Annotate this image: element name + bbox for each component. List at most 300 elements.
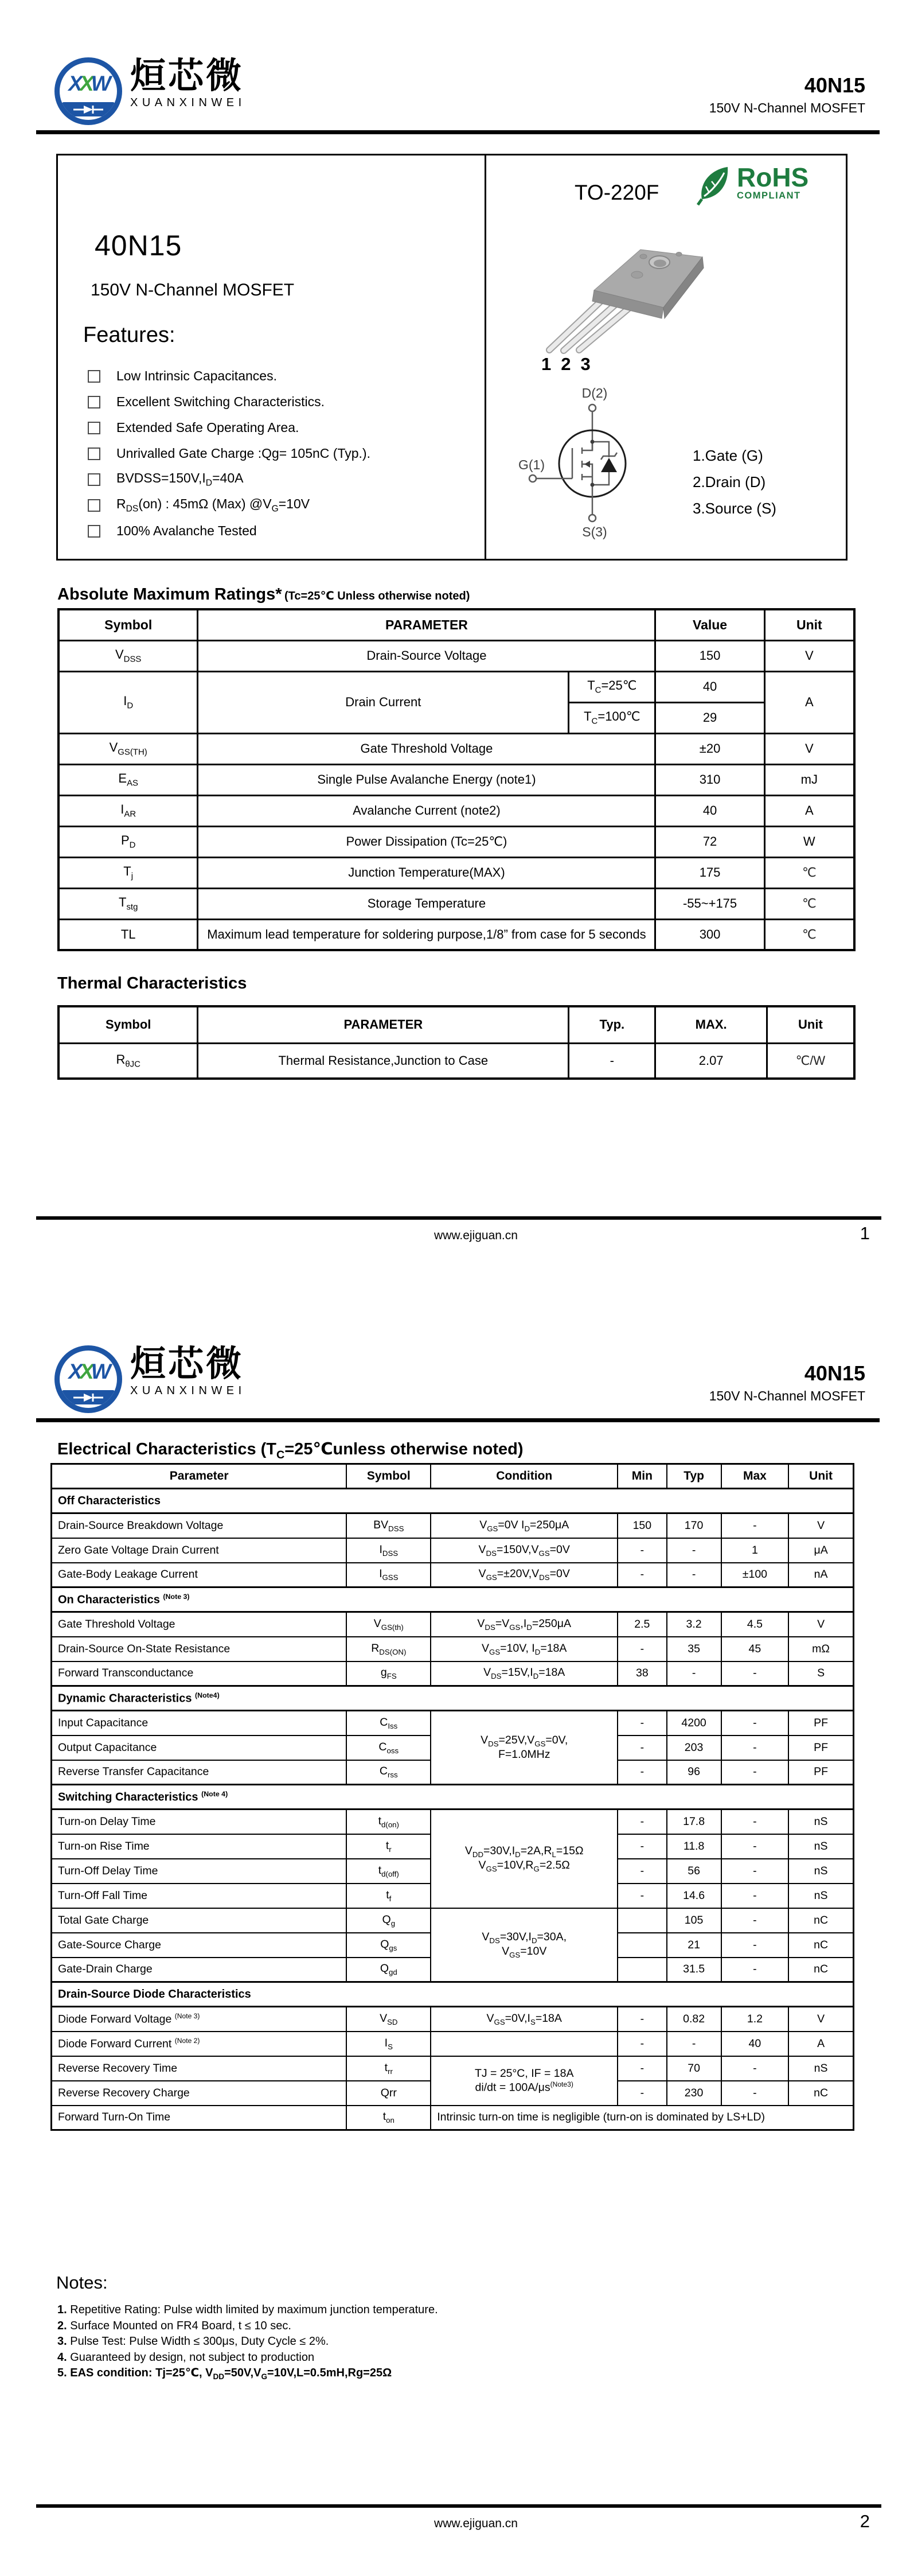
section-row xyxy=(52,1587,854,1612)
table-cell: - xyxy=(618,1859,666,1884)
table-cell: Maximum lead temperature for soldering purpose,1/8” from case for 5 seconds xyxy=(198,919,655,950)
table-cell: - xyxy=(721,1661,789,1686)
table-cell: ℃ xyxy=(764,857,854,888)
note-item: 2. Surface Mounted on FR4 Board, t ≤ 10 sec. xyxy=(57,2319,291,2332)
table-cell: - xyxy=(618,2056,666,2081)
table-cell: $t_{on}$ xyxy=(346,2106,431,2130)
column-header: Min xyxy=(618,1464,666,1489)
feature-text: Extended Safe Operating Area. xyxy=(116,420,299,435)
table-cell: A xyxy=(764,671,854,733)
table-cell: ±100 xyxy=(721,1563,789,1587)
section-header: Drain-Source Diode Characteristics xyxy=(52,1982,854,2007)
feature-item xyxy=(88,498,370,512)
table-cell: ℃ xyxy=(764,888,854,919)
source-label: S(3) xyxy=(582,524,607,539)
table-cell: Drain-Source On-State Resistance xyxy=(52,1637,347,1661)
table-cell: Gate Threshold Voltage xyxy=(198,733,655,764)
column-header: Unit xyxy=(764,609,854,640)
table-cell xyxy=(431,2032,618,2056)
table-cell: $t_{d(off)}$ xyxy=(346,1859,431,1884)
table-cell: 72 xyxy=(655,826,764,857)
table-cell: V xyxy=(788,1612,853,1637)
note-item: 3. Pulse Test: Pulse Width ≤ 300μs, Duty Cycle ≤ 2%. xyxy=(57,2335,329,2348)
logo-text xyxy=(130,57,246,110)
table-cell: Power Dissipation (Tc=25℃) xyxy=(198,826,655,857)
feature-item xyxy=(88,395,370,409)
table-cell: ℃/W xyxy=(767,1043,854,1079)
part-subtitle: 150V N-Channel MOSFET xyxy=(709,1388,865,1403)
table-cell: 29 xyxy=(655,702,764,733)
table-cell: $R_{DS(ON)}$ xyxy=(346,1637,431,1661)
rohs-text xyxy=(737,162,809,201)
table-cell: 40 xyxy=(655,671,764,702)
part-subtitle: 150V N-Channel MOSFET xyxy=(709,100,865,115)
table-cell: - xyxy=(721,1958,789,1982)
table-cell: 300 xyxy=(655,919,764,950)
features-list xyxy=(88,369,370,538)
table-cell: Output Capacitance xyxy=(52,1736,347,1760)
table-cell: - xyxy=(618,1884,666,1908)
table-cell: nS xyxy=(788,2056,853,2081)
footer-rule xyxy=(36,2504,881,2508)
table-cell: 150 xyxy=(618,1513,666,1538)
table-cell: W xyxy=(764,826,854,857)
table-cell: -55~+175 xyxy=(655,888,764,919)
column-header: Symbol xyxy=(58,609,198,640)
table-cell: $V_{DSS}$ xyxy=(58,640,198,671)
table-cell: 4.5 xyxy=(721,1612,789,1637)
table-cell: 40 xyxy=(721,2032,789,2056)
table-cell: Thermal Resistance,Junction to Case xyxy=(198,1043,569,1079)
header-part-block xyxy=(709,75,865,116)
table-cell: $I_D$ xyxy=(58,671,198,733)
company-name-en: XUANXINWEI xyxy=(130,96,246,109)
table-cell: Reverse Transfer Capacitance xyxy=(52,1760,347,1785)
table-cell: A xyxy=(764,795,854,826)
table-cell: Diode Forward Current $^{(Note 2)}$ xyxy=(52,2032,347,2056)
table-cell: V xyxy=(788,1513,853,1538)
table-row xyxy=(58,1043,854,1079)
diode-icon xyxy=(62,102,115,116)
table-cell: Intrinsic turn-on time is negligible (turn-on is dominated by LS+LD) xyxy=(431,2106,853,2130)
feature-text: Low Intrinsic Capacitances. xyxy=(116,368,277,383)
table-row xyxy=(58,795,854,826)
table-cell: 0.82 xyxy=(667,2007,721,2032)
table-cell: - xyxy=(721,1760,789,1785)
table-cell: 230 xyxy=(667,2081,721,2106)
table-cell: $V_{DS}=30V,I_D=30A$, $V_{GS}=10V$ xyxy=(431,1908,618,1982)
feature-item xyxy=(88,421,370,435)
table-cell: 170 xyxy=(667,1513,721,1538)
company-name-en: XUANXINWEI xyxy=(130,1384,246,1397)
table-cell xyxy=(618,1958,666,1982)
checkbox-icon xyxy=(88,473,100,486)
section-row xyxy=(52,1785,854,1810)
logo-mark xyxy=(54,57,122,125)
table-row xyxy=(52,1563,854,1587)
table-cell: 1.2 xyxy=(721,2007,789,2032)
table-cell: - xyxy=(618,1736,666,1760)
diode-icon xyxy=(62,1390,115,1404)
table-cell: Input Capacitance xyxy=(52,1711,347,1736)
table-cell: 14.6 xyxy=(667,1884,721,1908)
drain-label: D(2) xyxy=(581,386,608,400)
page-number: 2 xyxy=(860,2511,870,2531)
column-header: Symbol xyxy=(346,1464,431,1489)
table-cell: Forward Turn-On Time xyxy=(52,2106,347,2130)
table-cell: $I_{AR}$ xyxy=(58,795,198,826)
column-header: PARAMETER xyxy=(198,1006,569,1043)
table-cell: PF xyxy=(788,1760,853,1785)
table-cell: Turn-Off Delay Time xyxy=(52,1859,347,1884)
feature-item xyxy=(88,472,370,487)
logo-monogram: XXW xyxy=(68,1360,108,1383)
table-cell: $E_{AS}$ xyxy=(58,764,198,795)
table-cell: $V_{GS}=\pm 20V,V_{DS}=0V$ xyxy=(431,1563,618,1587)
table-cell: nC xyxy=(788,1958,853,1982)
logo-text xyxy=(130,1345,246,1398)
table-cell: nS xyxy=(788,1834,853,1859)
table-cell: - xyxy=(618,2007,666,2032)
section-header: Dynamic Characteristics $^{(Note4)}$ xyxy=(52,1686,854,1711)
product-summary-box xyxy=(56,154,847,561)
notes-list xyxy=(57,2302,438,2385)
table-cell: - xyxy=(667,1661,721,1686)
note-item: 5. EAS condition: Tj=25℃, $V_{DD}=50V,V_G=10V,L=0.5mH,Rg=25\Omega$ xyxy=(57,2367,392,2381)
table-cell: $V_{GS(TH)}$ xyxy=(58,733,198,764)
table-header-row xyxy=(52,1464,854,1489)
feature-item xyxy=(88,369,370,383)
table-cell: - xyxy=(618,1760,666,1785)
pin-description: 3.Source (S) xyxy=(693,500,776,517)
table-cell: 2.5 xyxy=(618,1612,666,1637)
table-cell: Zero Gate Voltage Drain Current xyxy=(52,1538,347,1563)
table-cell: - xyxy=(618,2081,666,2106)
note-item: 4. Guaranteed by design, not subject to production xyxy=(57,2351,315,2364)
table-cell: μA xyxy=(788,1538,853,1563)
table-cell: A xyxy=(788,2032,853,2056)
table-cell: - xyxy=(721,1834,789,1859)
table-cell: TJ = 25°C, IF = 18A $di/dt = 100A/\mu s^{(Note3)}$ xyxy=(431,2056,618,2106)
table-row xyxy=(52,2007,854,2032)
table-header-row xyxy=(58,1006,854,1043)
table-cell: S xyxy=(788,1661,853,1686)
table-cell: $V_{GS}=0V$ $I_D=250\mu A$ xyxy=(431,1513,618,1538)
table-cell: $BV_{DSS}$ xyxy=(346,1513,431,1538)
table-cell: ±20 xyxy=(655,733,764,764)
table-row xyxy=(58,733,854,764)
column-header: Condition xyxy=(431,1464,618,1489)
table-cell: $V_{DS}=25V,V_{GS}=0V$, F=1.0MHz xyxy=(431,1711,618,1785)
column-header: Unit xyxy=(767,1006,854,1043)
table-cell: 150 xyxy=(655,640,764,671)
table-cell: - xyxy=(618,1563,666,1587)
table-cell: TL xyxy=(58,919,198,950)
thermal-title: Thermal Characteristics xyxy=(57,974,247,993)
table-cell: 4200 xyxy=(667,1711,721,1736)
feature-text: 100% Avalanche Tested xyxy=(116,523,257,538)
table-cell: 310 xyxy=(655,764,764,795)
table-cell: $T_C=25℃$ xyxy=(569,671,655,702)
table-cell: 17.8 xyxy=(667,1810,721,1834)
checkbox-icon xyxy=(88,370,100,383)
table-cell: $P_D$ xyxy=(58,826,198,857)
footer-rule xyxy=(36,1216,881,1220)
table-cell: $t_r$ xyxy=(346,1834,431,1859)
table-cell: $I_{GSS}$ xyxy=(346,1563,431,1587)
table-cell: Diode Forward Voltage $^{(Note 3)}$ xyxy=(52,2007,347,2032)
table-cell: nS xyxy=(788,1859,853,1884)
feature-text: $R_{DS}(on)$ : 45mΩ (Max) $@V_G=10V$ xyxy=(116,496,310,514)
table-cell: 45 xyxy=(721,1637,789,1661)
table-cell: Drain-Source Breakdown Voltage xyxy=(52,1513,347,1538)
feature-text: Excellent Switching Characteristics. xyxy=(116,394,325,409)
table-cell: - xyxy=(721,1711,789,1736)
table-cell: 31.5 xyxy=(667,1958,721,1982)
table-cell: - xyxy=(618,1834,666,1859)
pin-numbers xyxy=(541,354,591,375)
page-2 xyxy=(0,1288,910,2576)
pin-description-list xyxy=(693,442,776,522)
column-header: Value xyxy=(655,609,764,640)
table-row xyxy=(52,1513,854,1538)
pin-number: 2 xyxy=(561,354,571,374)
checkbox-icon xyxy=(88,422,100,434)
checkbox-icon xyxy=(88,448,100,460)
table-cell: $t_{d(on)}$ xyxy=(346,1810,431,1834)
section-row xyxy=(52,1982,854,2007)
column-header: Typ. xyxy=(569,1006,655,1043)
table-cell: Junction Temperature(MAX) xyxy=(198,857,655,888)
thermal-characteristics-table xyxy=(57,1005,856,1080)
table-cell: - xyxy=(618,2032,666,2056)
table-cell: V xyxy=(788,2007,853,2032)
table-row xyxy=(52,1810,854,1834)
table-cell: $T_j$ xyxy=(58,857,198,888)
table-header-row xyxy=(58,609,854,640)
table-cell: - xyxy=(569,1043,655,1079)
part-number: 40N15 xyxy=(804,73,865,97)
absolute-maximum-ratings-table xyxy=(57,608,856,951)
package-drawing xyxy=(533,208,717,372)
table-cell: Gate Threshold Voltage xyxy=(52,1612,347,1637)
table-cell: 105 xyxy=(667,1908,721,1933)
table-cell: $V_{DS}=150V,V_{GS}=0V$ xyxy=(431,1538,618,1563)
mosfet-symbol xyxy=(516,386,636,540)
table-cell: $C_{rss}$ xyxy=(346,1760,431,1785)
rohs-leaf-icon xyxy=(697,165,732,207)
table-cell: 2.07 xyxy=(655,1043,767,1079)
table-cell: Total Gate Charge xyxy=(52,1908,347,1933)
electrical-title: Electrical Characteristics ($T_C=25℃unless$ otherwise noted) xyxy=(57,1440,524,1461)
table-cell: $C_{Iss}$ xyxy=(346,1711,431,1736)
table-cell: $R_{\theta JC}$ xyxy=(58,1043,198,1079)
table-cell: 38 xyxy=(618,1661,666,1686)
table-cell: 1 xyxy=(721,1538,789,1563)
features-title: Features: xyxy=(83,323,175,347)
table-row xyxy=(58,640,854,671)
table-row xyxy=(58,671,854,702)
table-cell: nS xyxy=(788,1884,853,1908)
table-cell: $C_{oss}$ xyxy=(346,1736,431,1760)
table-cell: Gate-Body Leakage Current xyxy=(52,1563,347,1587)
table-cell: - xyxy=(721,1513,789,1538)
table-row xyxy=(52,1637,854,1661)
table-cell: 70 xyxy=(667,2056,721,2081)
table-cell: Single Pulse Avalanche Energy (note1) xyxy=(198,764,655,795)
checkbox-icon xyxy=(88,396,100,408)
table-cell: 11.8 xyxy=(667,1834,721,1859)
table-row xyxy=(52,1661,854,1686)
company-logo xyxy=(54,1345,246,1413)
table-cell: $g_{FS}$ xyxy=(346,1661,431,1686)
table-cell: 56 xyxy=(667,1859,721,1884)
table-cell: nC xyxy=(788,1933,853,1958)
pin-number: 3 xyxy=(580,354,591,374)
rohs-title: RoHS xyxy=(737,162,809,192)
company-name-cn: 烜芯微 xyxy=(130,56,244,96)
package-name: TO-220F xyxy=(575,181,659,204)
table-cell: $T_C=100℃$ xyxy=(569,702,655,733)
table-cell: 203 xyxy=(667,1736,721,1760)
table-row xyxy=(58,764,854,795)
table-cell: Drain-Source Voltage xyxy=(198,640,655,671)
table-row xyxy=(58,888,854,919)
logo-mark xyxy=(54,1345,122,1413)
table-cell: mJ xyxy=(764,764,854,795)
table-cell: Reverse Recovery Time xyxy=(52,2056,347,2081)
column-header: MAX. xyxy=(655,1006,767,1043)
table-cell: $V_{DD}=30V,I_D=2A,R_L=15\Omega$ $V_{GS}=10V,R_G=2.5\Omega$ xyxy=(431,1810,618,1908)
note-item: 1. Repetitive Rating: Pulse width limited by maximum junction temperature. xyxy=(57,2303,438,2316)
electrical-characteristics-table xyxy=(50,1463,854,2131)
gate-label: G(1) xyxy=(518,457,545,472)
table-cell: - xyxy=(667,1563,721,1587)
section-header: Off Characteristics xyxy=(52,1489,854,1513)
feature-item xyxy=(88,524,370,538)
table-row xyxy=(52,2106,854,2130)
table-cell: Turn-on Rise Time xyxy=(52,1834,347,1859)
table-cell: Gate-Source Charge xyxy=(52,1933,347,1958)
table-cell xyxy=(618,1908,666,1933)
company-name-cn: 烜芯微 xyxy=(130,1344,244,1384)
table-row xyxy=(52,1908,854,1933)
table-cell: - xyxy=(667,2032,721,2056)
section-row xyxy=(52,1686,854,1711)
section-header: On Characteristics $^{(Note 3)}$ xyxy=(52,1587,854,1612)
section-header: Switching Characteristics $^{(Note 4)}$ xyxy=(52,1785,854,1810)
table-cell: - xyxy=(721,1933,789,1958)
table-row xyxy=(52,1612,854,1637)
table-cell: Gate-Drain Charge xyxy=(52,1958,347,1982)
table-cell: V xyxy=(764,733,854,764)
table-cell: - xyxy=(618,1637,666,1661)
table-row xyxy=(58,826,854,857)
table-cell: - xyxy=(721,1884,789,1908)
table-cell: $Q_{gs}$ xyxy=(346,1933,431,1958)
table-cell: $V_{SD}$ xyxy=(346,2007,431,2032)
product-part-number: 40N15 xyxy=(95,229,182,262)
pin-number: 1 xyxy=(541,354,552,374)
column-header: Parameter xyxy=(52,1464,347,1489)
table-cell: - xyxy=(721,1859,789,1884)
table-cell: $t_{rr}$ xyxy=(346,2056,431,2081)
table-cell: nC xyxy=(788,2081,853,2106)
table-cell: - xyxy=(721,1908,789,1933)
table-cell: V xyxy=(764,640,854,671)
table-cell: $T_{stg}$ xyxy=(58,888,198,919)
table-cell: 35 xyxy=(667,1637,721,1661)
feature-text: $BVDSS=150V,I_D=40A$ xyxy=(116,470,244,488)
table-cell: $V_{DS}=15V,I_D=18A$ xyxy=(431,1661,618,1686)
table-cell: Drain Current xyxy=(198,671,569,733)
table-cell: $Q_g$ xyxy=(346,1908,431,1933)
feature-text: Unrivalled Gate Charge :Qg= 105nC (Typ.). xyxy=(116,446,370,461)
column-header: PARAMETER xyxy=(198,609,655,640)
table-cell: nA xyxy=(788,1563,853,1587)
table-row xyxy=(52,1711,854,1736)
table-cell: - xyxy=(618,1810,666,1834)
company-logo xyxy=(54,57,246,125)
feature-item xyxy=(88,446,370,461)
table-cell: - xyxy=(667,1538,721,1563)
table-cell: 21 xyxy=(667,1933,721,1958)
header-part-block xyxy=(709,1363,865,1404)
table-row xyxy=(58,919,854,950)
column-header: Unit xyxy=(788,1464,853,1489)
table-cell: Storage Temperature xyxy=(198,888,655,919)
table-cell xyxy=(618,1933,666,1958)
table-cell: mΩ xyxy=(788,1637,853,1661)
table-cell: 3.2 xyxy=(667,1612,721,1637)
footer-url: www.ejiguan.cn xyxy=(434,1229,518,1242)
table-cell: $t_f$ xyxy=(346,1884,431,1908)
table-cell: Qrr xyxy=(346,2081,431,2106)
table-cell: nC xyxy=(788,1908,853,1933)
column-header: Max xyxy=(721,1464,789,1489)
table-cell: $Q_{gd}$ xyxy=(346,1958,431,1982)
logo-monogram: XXW xyxy=(68,72,108,95)
abs-max-title: Absolute Maximum Ratings* (Tc=25℃ Unless otherwise noted) xyxy=(57,585,470,604)
table-cell: Turn-on Delay Time xyxy=(52,1810,347,1834)
column-header: Symbol xyxy=(58,1006,198,1043)
rohs-subtitle: COMPLIANT xyxy=(737,190,801,201)
table-cell: - xyxy=(721,1810,789,1834)
part-number: 40N15 xyxy=(804,1361,865,1385)
table-cell: $V_{GS}=0V,I_S=18A$ xyxy=(431,2007,618,2032)
checkbox-icon xyxy=(88,499,100,512)
table-row xyxy=(58,857,854,888)
pin-description: 1.Gate (G) xyxy=(693,447,763,464)
checkbox-icon xyxy=(88,525,100,538)
table-cell: Forward Transconductance xyxy=(52,1661,347,1686)
column-header: Typ xyxy=(667,1464,721,1489)
footer-url: www.ejiguan.cn xyxy=(434,2517,518,2530)
table-cell: PF xyxy=(788,1711,853,1736)
table-cell: $V_{GS}=10V$, $I_D=18A$ xyxy=(431,1637,618,1661)
table-cell: nS xyxy=(788,1810,853,1834)
table-cell: - xyxy=(618,1538,666,1563)
table-cell: 40 xyxy=(655,795,764,826)
table-cell: $I_{DSS}$ xyxy=(346,1538,431,1563)
table-cell: $I_S$ xyxy=(346,2032,431,2056)
header-rule xyxy=(36,1418,880,1422)
header-rule xyxy=(36,130,880,134)
table-row xyxy=(52,1538,854,1563)
product-summary-right xyxy=(486,155,846,559)
table-cell: - xyxy=(721,1736,789,1760)
table-cell: PF xyxy=(788,1736,853,1760)
